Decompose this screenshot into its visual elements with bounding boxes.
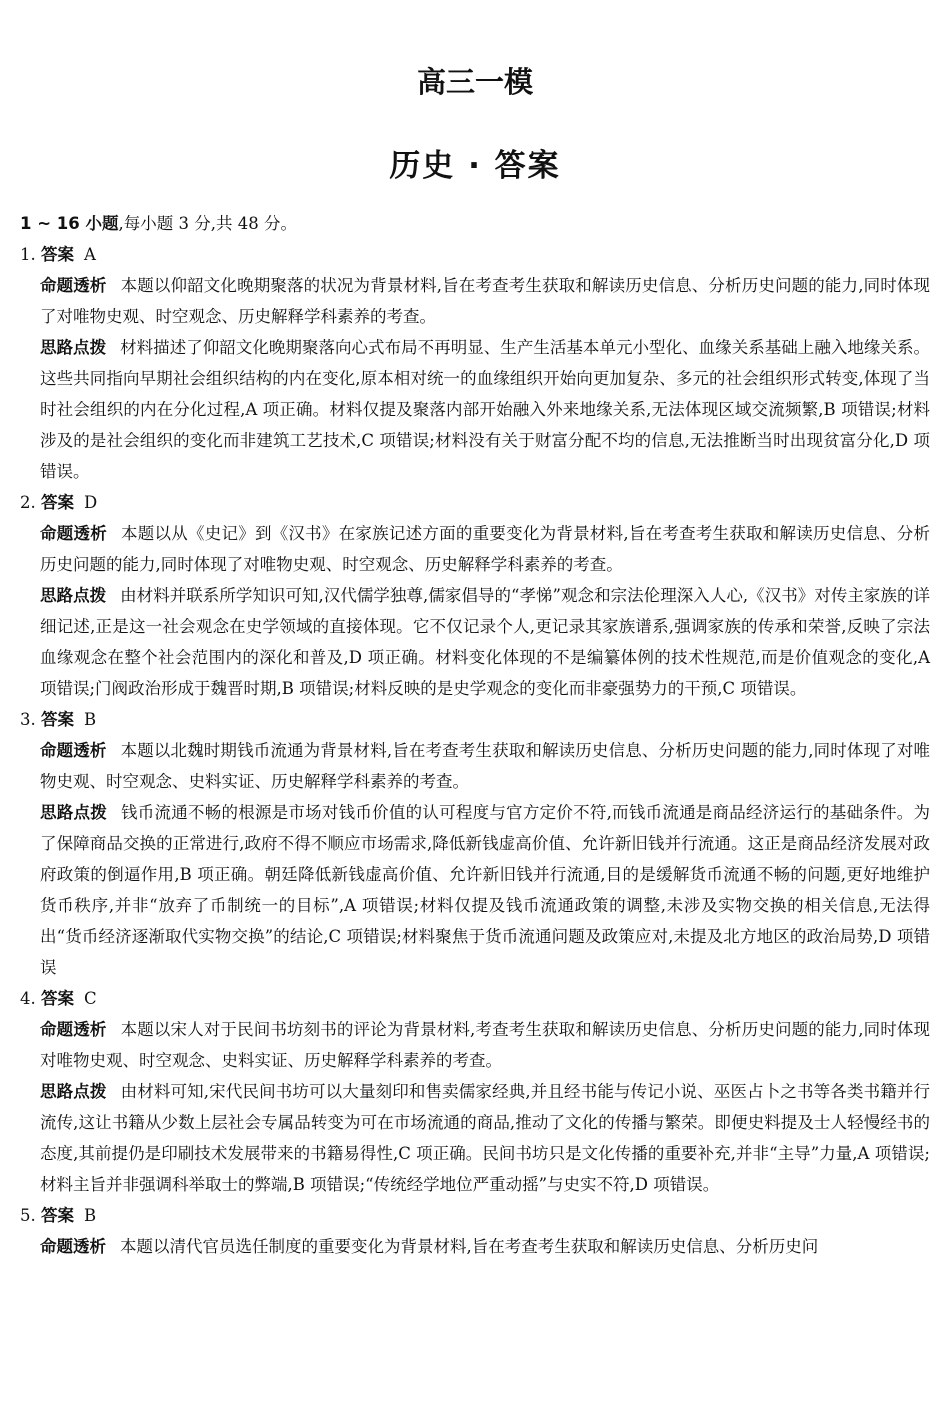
question-number: 2. (20, 493, 36, 512)
analysis-label: 命题透析 (40, 524, 107, 543)
analysis-text: 本题以宋人对于民间书坊刻书的评论为背景材料,考查考生获取和解读历史信息、分析历史问题的能力,同时体现对唯物史观、时空观念、史料实证、历史解释学科素养的考查。 (40, 1020, 931, 1070)
question-4-hint (40, 1076, 930, 1200)
question-5-answer (20, 1200, 930, 1231)
question-number: 3. (20, 710, 36, 729)
scoring-intro (20, 208, 930, 239)
scoring-rule: ,每小题 3 分,共 48 分。 (118, 214, 297, 233)
question-3-hint (40, 797, 930, 983)
question-4-answer (20, 983, 930, 1014)
hint-text: 钱币流通不畅的根源是市场对钱币价值的认可程度与官方定价不符,而钱币流通是商品经济运行的基础条件。为了保障商品交换的正常进行,政府不得不顺应市场需求,降低新钱虚高价值、允许新旧钱并行流通。这正是商品经济发展对政府政策的倒逼作用,B 项正确。朝廷降低新钱虚高价值、允许新旧钱并行流通,目的是缓解货币流通不畅的问题,更好地维护货币秩序,并非“放弃了币制统一的目标”,A 项错误;材料仅提及钱币流通政策的调整,未涉及实物交换的相关信息,无法得出“货币经济逐渐取代实物交换”的结论,C 项错误;材料聚焦于货币流通问题及政策应对,未提及北方地区的政治局势,D 项错误 (40, 803, 930, 977)
answer-label: 答案 (41, 493, 74, 512)
answer-label: 答案 (41, 1206, 74, 1225)
question-number: 5. (20, 1206, 36, 1225)
question-1-hint (40, 332, 930, 487)
question-2-answer (20, 487, 930, 518)
hint-label: 思路点拨 (40, 338, 107, 357)
analysis-label: 命题透析 (40, 1237, 106, 1256)
answer-value: B (84, 710, 97, 729)
question-1-analysis (40, 270, 930, 332)
answer-value: D (84, 493, 98, 512)
question-range: 1 ~ 16 小题 (20, 214, 119, 233)
question-3-answer (20, 704, 930, 735)
hint-label: 思路点拨 (40, 803, 107, 822)
analysis-label: 命题透析 (40, 276, 107, 295)
answer-label: 答案 (41, 710, 74, 729)
answer-label: 答案 (41, 245, 74, 264)
hint-label: 思路点拨 (40, 586, 107, 605)
question-4-analysis (40, 1014, 930, 1076)
question-1-answer (20, 239, 930, 270)
question-2-hint (40, 580, 930, 704)
hint-text: 由材料可知,宋代民间书坊可以大量刻印和售卖儒家经典,并且经书能与传记小说、巫医占卜之书等各类书籍并行流传,这让书籍从少数上层社会专属品转变为可在市场流通的商品,推动了文化的传播与繁荣。即便史料提及士人轻慢经书的态度,其前提仍是印刷技术发展带来的书籍易得性,C 项正确。民间书坊只是文化传播的重要补充,并非“主导”力量,A 项错误;材料主旨并非强调科举取士的弊端,B 项错误;“传统经学地位严重动摇”与史实不符,D 项错误。 (40, 1082, 931, 1194)
answer-value: C (84, 989, 97, 1008)
answer-value: A (84, 245, 96, 264)
hint-text: 材料描述了仰韶文化晚期聚落向心式布局不再明显、生产生活基本单元小型化、血缘关系基础上融入地缘关系。这些共同指向早期社会组织结构的内在变化,原本相对统一的血缘组织开始向更加复杂、多元的社会组织形式转变,体现了当时社会组织的内在分化过程,A 项正确。材料仅提及聚落内部开始融入外来地缘关系,无法体现区域交流频繁,B 项错误;材料涉及的是社会组织的变化而非建筑工艺技术,C 项错误;材料没有关于财富分配不均的信息,无法推断当时出现贫富分化,D 项错误。 (40, 338, 931, 481)
analysis-text: 本题以北魏时期钱币流通为背景材料,旨在考查考生获取和解读历史信息、分析历史问题的能力,同时体现了对唯物史观、时空观念、史料实证、历史解释学科素养的考查。 (40, 741, 931, 791)
analysis-label: 命题透析 (40, 741, 107, 760)
question-5-analysis (40, 1231, 930, 1262)
hint-text: 由材料并联系所学知识可知,汉代儒学独尊,儒家倡导的“孝悌”观念和宗法伦理深入人心,《汉书》对传主家族的详细记述,正是这一社会观念在史学领域的直接体现。它不仅记录个人,更记录其家族谱系,强调家族的传承和荣誉,反映了宗法血缘观念在整个社会范围内的深化和普及,D 项正确。材料变化体现的不是编纂体例的技术性规范,而是价值观念的变化,A 项错误;门阀政治形成于魏晋时期,B 项错误;材料反映的是史学观念的变化而非豪强势力的干预,C 项错误。 (40, 586, 930, 698)
analysis-text: 本题以从《史记》到《汉书》在家族记述方面的重要变化为背景材料,旨在考查考生获取和解读历史信息、分析历史问题的能力,同时体现了对唯物史观、时空观念、历史解释学科素养的考查。 (40, 524, 930, 574)
analysis-text: 本题以清代官员选任制度的重要变化为背景材料,旨在考查考生获取和解读历史信息、分析历史问 (120, 1237, 819, 1256)
question-number: 1. (20, 245, 36, 264)
exam-title: 高三一模 (416, 65, 533, 99)
analysis-label: 命题透析 (40, 1020, 107, 1039)
question-number: 4. (20, 989, 36, 1008)
analysis-text: 本题以仰韶文化晚期聚落的状况为背景材料,旨在考查考生获取和解读历史信息、分析历史问题的能力,同时体现了对唯物史观、时空观念、历史解释学科素养的考查。 (40, 276, 931, 326)
question-3-analysis (40, 735, 930, 797)
subject-title: 历史 · 答案 (389, 148, 561, 184)
answer-content (20, 208, 930, 1262)
question-2-analysis (40, 518, 930, 580)
hint-label: 思路点拨 (40, 1082, 107, 1101)
answer-value: B (84, 1206, 97, 1225)
answer-label: 答案 (41, 989, 74, 1008)
